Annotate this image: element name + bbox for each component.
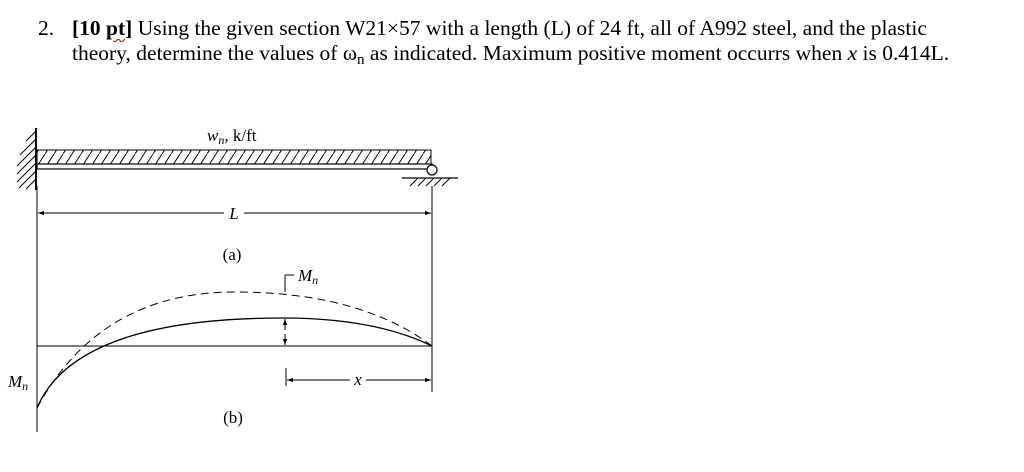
- problem-line-2-middle: as indicated. Maximum positive moment occurrs when: [364, 41, 848, 65]
- load-label: wn, k/ft: [207, 126, 257, 147]
- omega-subscript: n: [357, 51, 365, 68]
- distributed-load: [37, 150, 431, 164]
- length-label: L: [229, 204, 239, 223]
- problem-line-2-start: theory, determine the values of ω: [72, 41, 357, 65]
- x-label: x: [354, 370, 362, 389]
- problem-line-1: Using the given section W21×57 with a length (L) of 24 ft, all of A992 steel, and the plastic: [132, 16, 927, 40]
- problem-number: 2.: [38, 16, 55, 40]
- left-moment-label: Mn: [8, 372, 29, 393]
- beam: [37, 164, 432, 169]
- x-variable: x: [847, 41, 858, 65]
- moment-curve: [37, 318, 432, 408]
- fixed-support: [17, 128, 36, 190]
- points-value: [10 pt]: [72, 16, 133, 40]
- points-word: pt: [106, 16, 126, 40]
- part-b-label: (b): [223, 408, 243, 427]
- top-moment-label: Mn: [298, 266, 319, 287]
- part-a-label: (a): [222, 245, 242, 264]
- problem-line-2-end: is 0.414L.: [857, 41, 950, 65]
